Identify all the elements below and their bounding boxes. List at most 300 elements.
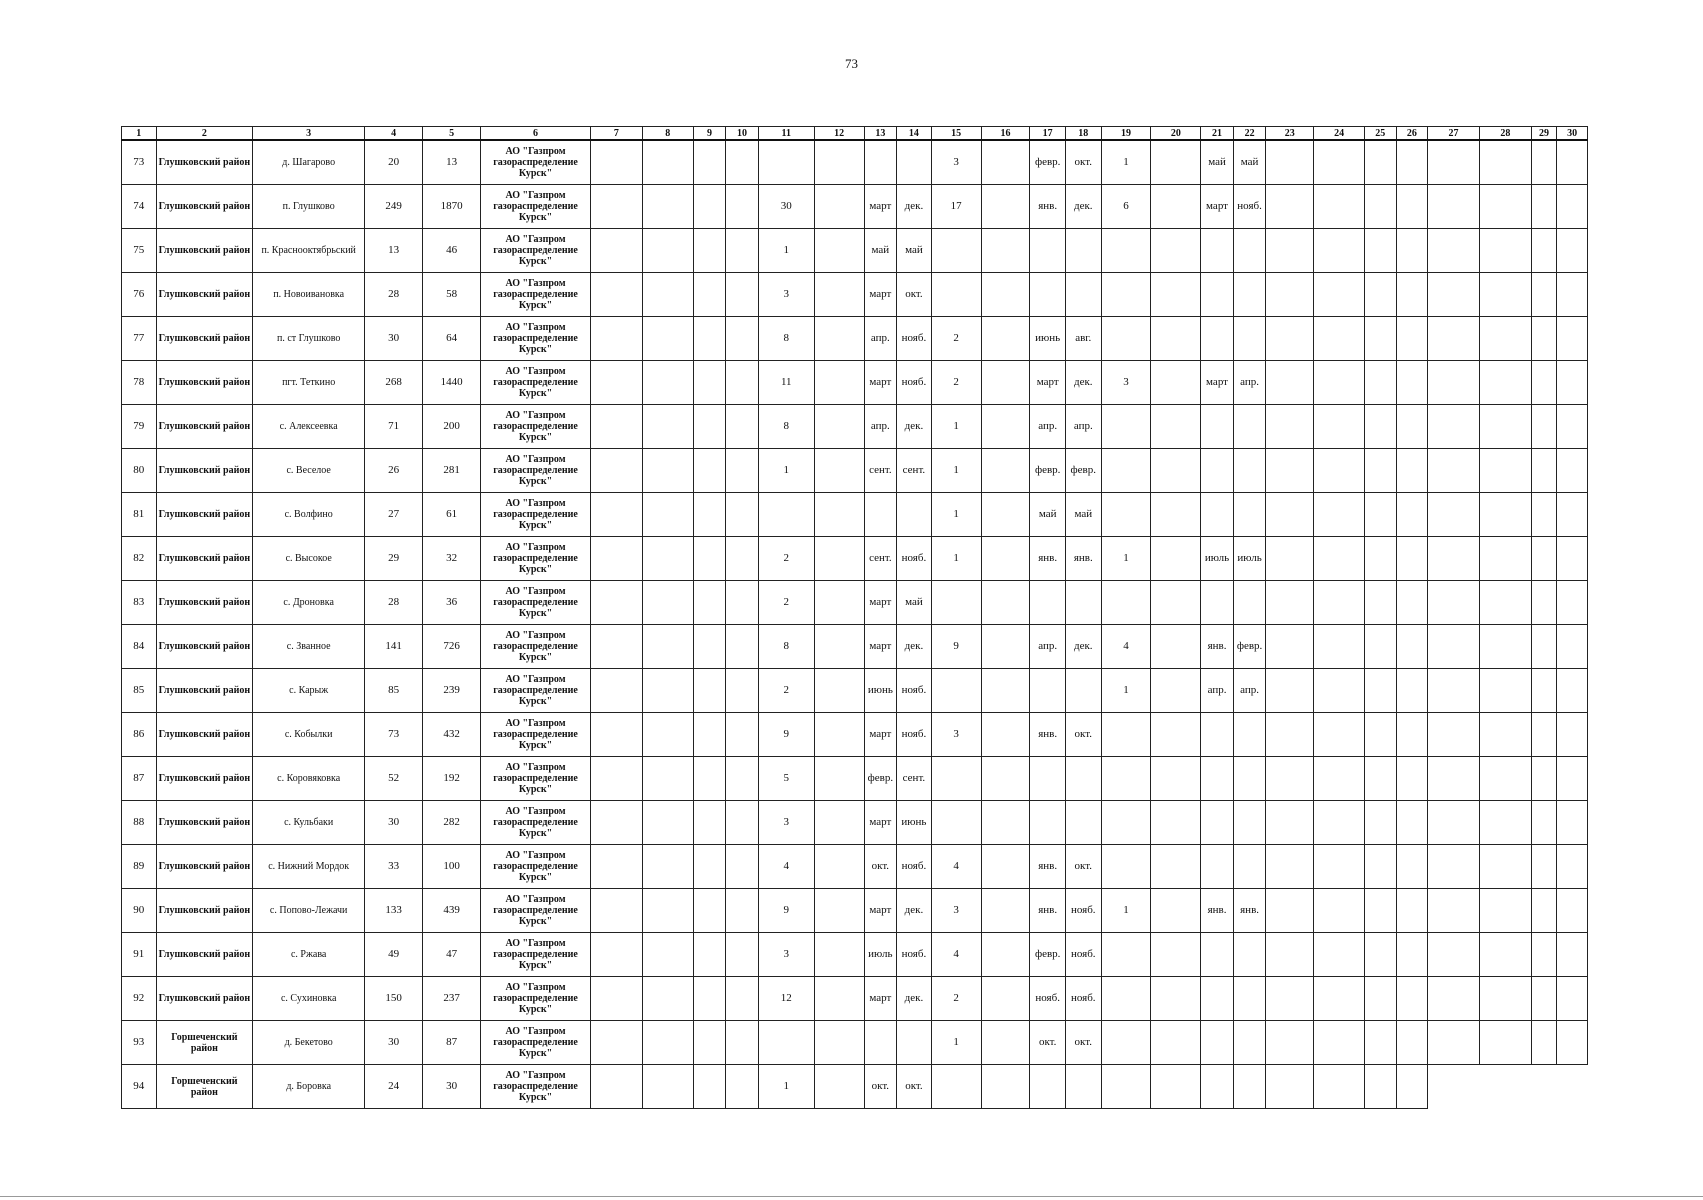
table-cell-col-9: [693, 801, 726, 845]
table-cell-col-24: [1314, 581, 1365, 625]
table-cell-col-14: дек.: [897, 889, 932, 933]
table-cell-col-21: [1201, 229, 1234, 273]
column-header-2: 2: [156, 127, 253, 141]
table-cell-col-29: [1531, 845, 1556, 889]
table-cell-col-10: [726, 140, 759, 185]
table-cell-col-8: [642, 845, 693, 889]
table-cell-col-21: март: [1201, 185, 1234, 229]
table-row: [122, 361, 1588, 405]
table-cell-col-17: февр.: [1030, 449, 1066, 493]
table-cell-col-26: [1396, 185, 1428, 229]
table-cell-col-28: [1479, 845, 1531, 889]
table-row: [122, 185, 1588, 229]
table-cell-col-16: [981, 449, 1030, 493]
table-cell-col-20: [1151, 757, 1201, 801]
table-cell-col-14: дек.: [897, 405, 932, 449]
table-cell-col-21: [1201, 493, 1234, 537]
column-header-5: 5: [423, 127, 481, 141]
table-cell-col-8: [642, 625, 693, 669]
table-cell-col-10: [726, 361, 759, 405]
table-cell-col-19: [1101, 273, 1151, 317]
table-cell-col-18: февр.: [1065, 449, 1101, 493]
table-cell-col-25: [1365, 140, 1397, 185]
table-cell-col-18: [1065, 581, 1101, 625]
table-cell-col-27: [1428, 977, 1480, 1021]
table-cell-col-15: 1: [931, 493, 981, 537]
table-cell-col-4: 85: [365, 669, 423, 713]
table-cell-col-12: [814, 669, 864, 713]
table-cell-col-17: [1030, 229, 1066, 273]
table-cell-col-6: АО "Газпром газораспределение Курск": [481, 625, 591, 669]
table-cell-col-20: [1151, 229, 1201, 273]
table-row: [122, 625, 1588, 669]
table-cell-col-14: май: [897, 229, 932, 273]
page-number: 73: [845, 56, 858, 71]
table-cell-col-17: [1030, 757, 1066, 801]
table-cell-col-26: [1396, 625, 1428, 669]
table-cell-col-24: [1314, 977, 1365, 1021]
column-header-20: 20: [1151, 127, 1201, 141]
table-cell-col-17: янв.: [1030, 537, 1066, 581]
table-cell-col-24: [1314, 449, 1365, 493]
table-cell-col-10: [726, 801, 759, 845]
table-cell-col-2: Глушковский район: [156, 317, 253, 361]
table-cell-col-2: Горшеченский район: [156, 1065, 253, 1109]
column-header-21: 21: [1201, 127, 1234, 141]
table-cell-col-7: [590, 889, 642, 933]
column-header-10: 10: [726, 127, 759, 141]
table-cell-col-30: [1557, 449, 1588, 493]
table-cell-col-17: февр.: [1030, 140, 1066, 185]
table-cell-col-23: [1266, 933, 1314, 977]
table-cell-col-24: [1314, 1021, 1365, 1065]
table-cell-col-9: [693, 977, 726, 1021]
table-cell-col-13: март: [864, 625, 897, 669]
table-cell-col-22: февр.: [1233, 625, 1266, 669]
table-cell-col-29: [1531, 229, 1556, 273]
table-cell-col-27: [1428, 185, 1480, 229]
table-cell-col-23: [1266, 449, 1314, 493]
table-cell-col-21: [1201, 405, 1234, 449]
table-cell-col-25: [1365, 317, 1397, 361]
table-cell-col-29: [1531, 801, 1556, 845]
column-header-7: 7: [590, 127, 642, 141]
table-cell-col-4: 73: [365, 713, 423, 757]
table-cell-col-9: [693, 493, 726, 537]
table-cell-col-23: [1266, 977, 1314, 1021]
column-header-1: 1: [122, 127, 157, 141]
table-row: [122, 757, 1588, 801]
table-cell-col-27: [1428, 669, 1480, 713]
table-cell-col-17: [1030, 801, 1066, 845]
table-cell-col-15: 2: [931, 361, 981, 405]
table-cell-col-7: [590, 581, 642, 625]
table-cell-col-9: [693, 757, 726, 801]
table-cell-col-15: [931, 1065, 981, 1109]
table-cell-col-6: АО "Газпром газораспределение Курск": [481, 669, 591, 713]
table-row: [122, 933, 1588, 977]
table-cell-col-13: март: [864, 185, 897, 229]
table-cell-col-7: [590, 405, 642, 449]
table-cell-col-2: Глушковский район: [156, 845, 253, 889]
table-cell-col-1: 93: [122, 1021, 157, 1065]
table-cell-col-4: 28: [365, 273, 423, 317]
table-cell-col-3: с. Званное: [253, 625, 365, 669]
table-cell-col-21: [1201, 713, 1234, 757]
table-cell-col-13: май: [864, 229, 897, 273]
table-cell-col-12: [814, 537, 864, 581]
table-cell-col-8: [642, 713, 693, 757]
table-cell-col-20: [1151, 449, 1201, 493]
table-cell-col-28: [1479, 537, 1531, 581]
table-cell-col-24: [1314, 273, 1365, 317]
table-cell-col-13: окт.: [864, 1065, 897, 1109]
table-cell-col-26: [1396, 493, 1428, 537]
table-cell-col-26: [1396, 537, 1428, 581]
table-cell-col-30: [1557, 405, 1588, 449]
table-cell-col-11: 1: [758, 229, 814, 273]
table-cell-col-17: апр.: [1030, 625, 1066, 669]
table-cell-col-9: [693, 1065, 726, 1109]
table-cell-col-17: май: [1030, 493, 1066, 537]
table-cell-col-29: [1531, 273, 1556, 317]
table-cell-col-28: [1479, 273, 1531, 317]
table-cell-col-13: март: [864, 581, 897, 625]
table-cell-col-5: 58: [423, 273, 481, 317]
table-cell-col-15: [931, 273, 981, 317]
table-cell-col-4: 71: [365, 405, 423, 449]
table-cell-col-16: [981, 713, 1030, 757]
table-cell-col-9: [693, 889, 726, 933]
table-cell-col-29: [1531, 581, 1556, 625]
table-cell-col-8: [642, 537, 693, 581]
table-cell-col-12: [814, 493, 864, 537]
table-cell-col-12: [814, 801, 864, 845]
table-cell-col-29: [1531, 493, 1556, 537]
table-cell-col-10: [726, 493, 759, 537]
column-header-11: 11: [758, 127, 814, 141]
table-cell-col-28: [1479, 361, 1531, 405]
table-cell-col-10: [726, 625, 759, 669]
table-cell-col-7: [590, 185, 642, 229]
table-cell-col-24: [1314, 801, 1365, 845]
table-cell-col-3: д. Бекетово: [253, 1021, 365, 1065]
table-row: [122, 581, 1588, 625]
table-cell-col-12: [814, 845, 864, 889]
table-cell-col-25: [1365, 581, 1397, 625]
table-cell-col-5: 13: [423, 140, 481, 185]
table-cell-col-13: сент.: [864, 449, 897, 493]
table-cell-col-24: [1314, 889, 1365, 933]
table-cell-col-1: 82: [122, 537, 157, 581]
table-cell-col-15: 4: [931, 845, 981, 889]
table-cell-col-7: [590, 361, 642, 405]
table-cell-col-28: [1479, 933, 1531, 977]
table-row: [122, 1065, 1588, 1109]
table-cell-col-7: [590, 317, 642, 361]
table-cell-col-22: апр.: [1233, 361, 1266, 405]
table-cell-col-1: 75: [122, 229, 157, 273]
table-cell-col-21: [1201, 581, 1234, 625]
table-cell-col-1: 87: [122, 757, 157, 801]
table-cell-col-21: [1201, 1021, 1234, 1065]
table-cell-col-28: [1479, 757, 1531, 801]
table-cell-col-22: [1233, 713, 1266, 757]
table-cell-col-3: п. Новоивановка: [253, 273, 365, 317]
table-cell-col-1: 85: [122, 669, 157, 713]
table-cell-col-3: п. ст Глушково: [253, 317, 365, 361]
table-cell-col-25: [1365, 933, 1397, 977]
table-cell-col-24: [1314, 140, 1365, 185]
table-cell-col-2: Глушковский район: [156, 185, 253, 229]
table-cell-col-7: [590, 1065, 642, 1109]
table-cell-col-22: [1233, 405, 1266, 449]
table-cell-col-29: [1531, 1021, 1556, 1065]
table-cell-col-27: [1428, 757, 1480, 801]
table-cell-col-4: 249: [365, 185, 423, 229]
table-cell-col-8: [642, 361, 693, 405]
table-cell-col-19: 1: [1101, 669, 1151, 713]
table-cell-col-19: 1: [1101, 537, 1151, 581]
table-cell-col-20: [1151, 185, 1201, 229]
table-cell-col-3: с. Сухиновка: [253, 977, 365, 1021]
table-cell-col-4: 13: [365, 229, 423, 273]
table-cell-col-16: [981, 625, 1030, 669]
table-cell-col-22: [1233, 845, 1266, 889]
table-cell-col-18: [1065, 1065, 1101, 1109]
table-cell-col-9: [693, 669, 726, 713]
table-cell-col-10: [726, 317, 759, 361]
table-cell-col-21: [1201, 317, 1234, 361]
column-header-26: 26: [1396, 127, 1428, 141]
table-cell-col-25: [1365, 977, 1397, 1021]
table-cell-col-12: [814, 185, 864, 229]
table-cell-col-12: [814, 405, 864, 449]
table-cell-col-13: февр.: [864, 757, 897, 801]
column-header-19: 19: [1101, 127, 1151, 141]
table-cell-col-30: [1557, 317, 1588, 361]
table-cell-col-23: [1266, 185, 1314, 229]
table-cell-col-9: [693, 361, 726, 405]
table-cell-col-5: 726: [423, 625, 481, 669]
table-cell-col-24: [1314, 361, 1365, 405]
table-cell-col-3: с. Алексеевка: [253, 405, 365, 449]
table-cell-col-22: май: [1233, 140, 1266, 185]
table-cell-col-20: [1151, 1021, 1201, 1065]
table-cell-col-27: [1428, 801, 1480, 845]
table-cell-col-7: [590, 845, 642, 889]
table-cell-col-22: [1233, 977, 1266, 1021]
table-cell-col-3: с. Нижний Мордок: [253, 845, 365, 889]
table-cell-col-1: 91: [122, 933, 157, 977]
table-cell-col-15: 1: [931, 1021, 981, 1065]
table-cell-col-3: с. Веселое: [253, 449, 365, 493]
table-cell-col-27: [1428, 713, 1480, 757]
table-cell-col-14: дек.: [897, 977, 932, 1021]
table-cell-col-22: [1233, 757, 1266, 801]
table-cell-col-1: 78: [122, 361, 157, 405]
table-cell-col-20: [1151, 493, 1201, 537]
table-cell-col-29: [1531, 757, 1556, 801]
table-cell-col-23: [1266, 493, 1314, 537]
table-cell-col-18: окт.: [1065, 713, 1101, 757]
table-cell-col-23: [1266, 1021, 1314, 1065]
table-cell-col-21: [1201, 801, 1234, 845]
table-cell-col-2: Глушковский район: [156, 889, 253, 933]
table-cell-col-28: [1479, 801, 1531, 845]
table-cell-col-13: сент.: [864, 537, 897, 581]
table-cell-col-3: д. Боровка: [253, 1065, 365, 1109]
table-cell-col-8: [642, 1065, 693, 1109]
table-cell-col-8: [642, 977, 693, 1021]
table-cell-col-30: [1557, 581, 1588, 625]
table-cell-col-4: 268: [365, 361, 423, 405]
table-cell-col-2: Глушковский район: [156, 625, 253, 669]
table-cell-col-13: апр.: [864, 405, 897, 449]
table-cell-col-21: [1201, 933, 1234, 977]
column-header-30: 30: [1557, 127, 1588, 141]
table-cell-col-20: [1151, 1065, 1201, 1109]
table-cell-col-6: АО "Газпром газораспределение Курск": [481, 713, 591, 757]
table-cell-col-26: [1396, 405, 1428, 449]
table-cell-col-29: [1531, 405, 1556, 449]
table-cell-col-14: нояб.: [897, 933, 932, 977]
table-cell-col-24: [1314, 669, 1365, 713]
table-cell-col-3: п. Глушково: [253, 185, 365, 229]
table-cell-col-7: [590, 229, 642, 273]
table-cell-col-5: 64: [423, 317, 481, 361]
table-cell-col-14: дек.: [897, 625, 932, 669]
table-cell-col-3: с. Дроновка: [253, 581, 365, 625]
table-cell-col-22: [1233, 1021, 1266, 1065]
table-cell-col-2: Глушковский район: [156, 361, 253, 405]
table-cell-col-23: [1266, 581, 1314, 625]
table-cell-col-3: с. Попово-Лежачи: [253, 889, 365, 933]
table-cell-col-29: [1531, 713, 1556, 757]
table-cell-col-9: [693, 273, 726, 317]
table-cell-col-26: [1396, 713, 1428, 757]
table-cell-col-10: [726, 669, 759, 713]
table-cell-col-21: [1201, 449, 1234, 493]
table-cell-col-1: 88: [122, 801, 157, 845]
table-cell-col-19: 3: [1101, 361, 1151, 405]
table-cell-col-6: АО "Газпром газораспределение Курск": [481, 229, 591, 273]
table-cell-col-26: [1396, 977, 1428, 1021]
table-cell-col-20: [1151, 801, 1201, 845]
table-cell-col-30: [1557, 140, 1588, 185]
table-cell-col-18: апр.: [1065, 405, 1101, 449]
table-cell-col-13: [864, 1021, 897, 1065]
table-cell-col-7: [590, 140, 642, 185]
table-cell-col-25: [1365, 493, 1397, 537]
table-cell-col-3: пгт. Теткино: [253, 361, 365, 405]
table-cell-col-27: [1428, 493, 1480, 537]
table-cell-col-12: [814, 977, 864, 1021]
table-cell-col-5: 1440: [423, 361, 481, 405]
table-cell-col-29: [1531, 933, 1556, 977]
table-cell-col-19: 6: [1101, 185, 1151, 229]
table-cell-col-6: АО "Газпром газораспределение Курск": [481, 140, 591, 185]
table-cell-col-12: [814, 1065, 864, 1109]
table-cell-col-2: Глушковский район: [156, 229, 253, 273]
table-cell-col-9: [693, 933, 726, 977]
table-cell-col-1: 94: [122, 1065, 157, 1109]
table-cell-col-20: [1151, 581, 1201, 625]
table-body: [122, 140, 1588, 1109]
table-cell-col-7: [590, 493, 642, 537]
table-cell-col-2: Глушковский район: [156, 405, 253, 449]
column-header-14: 14: [897, 127, 932, 141]
table-cell-col-14: [897, 140, 932, 185]
table-cell-col-7: [590, 757, 642, 801]
table-cell-col-25: [1365, 1065, 1397, 1109]
table-cell-col-10: [726, 1021, 759, 1065]
table-cell-col-19: [1101, 405, 1151, 449]
table-cell-col-8: [642, 889, 693, 933]
table-cell-col-1: 90: [122, 889, 157, 933]
table-cell-col-30: [1557, 229, 1588, 273]
table-cell-col-27: [1428, 449, 1480, 493]
table-cell-col-25: [1365, 405, 1397, 449]
table-cell-col-23: [1266, 537, 1314, 581]
table-cell-col-5: 36: [423, 581, 481, 625]
table-cell-col-11: [758, 493, 814, 537]
table-cell-col-26: [1396, 801, 1428, 845]
table-cell-col-6: АО "Газпром газораспределение Курск": [481, 537, 591, 581]
table-cell-col-1: 83: [122, 581, 157, 625]
table-cell-col-18: окт.: [1065, 845, 1101, 889]
table-cell-col-13: [864, 493, 897, 537]
table-cell-col-30: [1557, 801, 1588, 845]
table-cell-col-6: АО "Газпром газораспределение Курск": [481, 317, 591, 361]
table-cell-col-19: [1101, 757, 1151, 801]
table-cell-col-3: с. Кульбаки: [253, 801, 365, 845]
table-cell-col-29: [1531, 625, 1556, 669]
table-cell-col-2: Глушковский район: [156, 801, 253, 845]
table-cell-col-20: [1151, 933, 1201, 977]
table-cell-col-14: сент.: [897, 757, 932, 801]
table-cell-col-19: [1101, 493, 1151, 537]
table-cell-col-8: [642, 801, 693, 845]
table-cell-col-21: июль: [1201, 537, 1234, 581]
table-cell-col-4: 49: [365, 933, 423, 977]
table-cell-col-23: [1266, 845, 1314, 889]
table-cell-col-22: [1233, 1065, 1266, 1109]
table-cell-col-11: 8: [758, 625, 814, 669]
table-cell-col-15: 1: [931, 405, 981, 449]
table-row: [122, 713, 1588, 757]
table-cell-col-2: Глушковский район: [156, 537, 253, 581]
table-cell-col-27: [1428, 625, 1480, 669]
column-header-4: 4: [365, 127, 423, 141]
table-cell-col-6: АО "Газпром газораспределение Курск": [481, 801, 591, 845]
table-cell-col-24: [1314, 185, 1365, 229]
table-cell-col-12: [814, 361, 864, 405]
table-cell-col-28: [1479, 889, 1531, 933]
table-cell-col-11: 9: [758, 713, 814, 757]
table-cell-col-3: с. Ржава: [253, 933, 365, 977]
table-cell-col-16: [981, 493, 1030, 537]
table-cell-col-11: 2: [758, 581, 814, 625]
table-cell-col-25: [1365, 801, 1397, 845]
table-cell-col-17: [1030, 273, 1066, 317]
table-cell-col-10: [726, 1065, 759, 1109]
table-cell-col-1: 80: [122, 449, 157, 493]
table-cell-col-19: [1101, 1065, 1151, 1109]
table-cell-col-21: янв.: [1201, 625, 1234, 669]
table-cell-col-5: 282: [423, 801, 481, 845]
table-cell-col-16: [981, 801, 1030, 845]
